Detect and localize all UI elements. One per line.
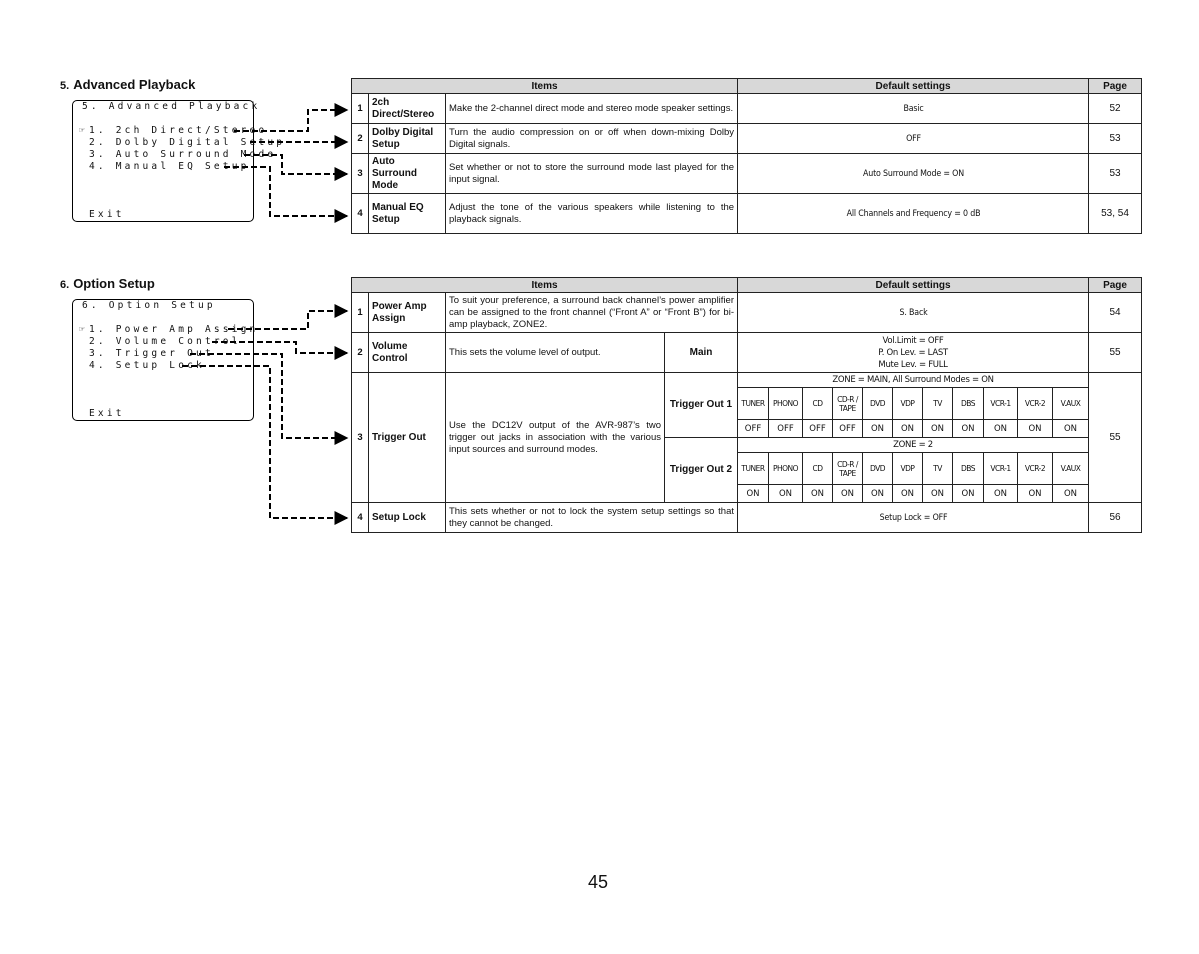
row-description: Use the DC12V output of the AVR-987’s two trigger out jacks in association with the various input sources and surround modes. — [446, 373, 665, 503]
header-items: Items — [352, 79, 738, 94]
trigger-value: ON — [863, 420, 893, 438]
trigger-value: OFF — [833, 420, 863, 438]
row-default: Setup Lock = OFF — [759, 503, 1068, 533]
row-default: All Channels and Frequency = 0 dB — [759, 194, 1068, 234]
trigger-value: ON — [984, 485, 1018, 503]
trigger-out-1-label: Trigger Out 1 — [665, 373, 738, 438]
trigger-value: ON — [893, 485, 923, 503]
source-label: TV — [923, 388, 953, 420]
trigger-2-heading: ZONE = 2 — [738, 438, 1089, 453]
source-label: CD-R / TAPE — [833, 388, 863, 420]
row-item: Setup Lock — [369, 503, 446, 533]
row-number: 3 — [352, 154, 369, 194]
row-page: 55 — [1089, 373, 1142, 503]
row-description: Adjust the tone of the various speakers while listening to the playback signals. — [446, 194, 738, 234]
row-description: This sets the volume level of output. — [446, 333, 665, 373]
row-sub-item: Main — [665, 333, 738, 373]
row-number: 4 — [352, 503, 369, 533]
row-number: 4 — [352, 194, 369, 234]
row-item: Dolby Digital Setup — [369, 124, 446, 154]
row-description: To suit your preference, a surround back channel’s power amplifier can be assigned to the front channel (“Front A” or “Front B”) for bi-amp playback, ZONE2. — [446, 293, 738, 333]
trigger-value: OFF — [769, 420, 803, 438]
osd-menu-item[interactable]: 4. Setup Lock — [89, 360, 205, 371]
header-page: Page — [1089, 79, 1142, 94]
row-default: OFF — [759, 124, 1068, 154]
osd-menu-item[interactable]: 2. Volume Control — [89, 336, 241, 347]
row-default: Basic — [759, 94, 1068, 124]
trigger-value: ON — [738, 485, 769, 503]
row-item: 2ch Direct/Stereo — [369, 94, 446, 124]
row-number: 3 — [352, 373, 369, 503]
default-line: Vol.Limit = OFF — [882, 335, 944, 346]
section-title-text: Option Setup — [73, 276, 155, 291]
header-default-settings: Default settings — [738, 278, 1089, 293]
row-description: Set whether or not to store the surround mode last played for the input signal. — [446, 154, 738, 194]
section-number: 6. — [60, 279, 70, 291]
source-label: DBS — [953, 388, 984, 420]
source-label: TUNER — [738, 388, 769, 420]
arrow-connector — [228, 311, 347, 329]
row-page: 56 — [1089, 503, 1142, 533]
row-item: Auto Surround Mode — [369, 154, 446, 194]
trigger-value: ON — [1018, 485, 1053, 503]
row-default: Auto Surround Mode = ON — [759, 154, 1068, 194]
osd-exit[interactable]: Exit — [89, 408, 125, 419]
osd-cursor-icon: ☞ — [79, 324, 85, 335]
row-number: 2 — [352, 124, 369, 154]
row-default: S. Back — [759, 293, 1068, 333]
source-label: DVD — [863, 388, 893, 420]
source-label: VCR-2 — [1018, 388, 1053, 420]
section-number: 5. — [60, 80, 70, 92]
trigger-value: ON — [863, 485, 893, 503]
trigger-value: ON — [893, 420, 923, 438]
row-page: 54 — [1089, 293, 1142, 333]
row-item: Trigger Out — [369, 373, 446, 503]
section-title-text: Advanced Playback — [73, 77, 196, 92]
default-line: P. On Lev. = LAST — [878, 347, 948, 358]
source-label: PHONO — [769, 388, 803, 420]
trigger-value: OFF — [803, 420, 833, 438]
source-label: TV — [923, 453, 953, 485]
osd-menu-item[interactable]: 1. 2ch Direct/Stereo — [89, 125, 268, 136]
source-label: CD — [803, 388, 833, 420]
row-page: 53 — [1089, 124, 1142, 154]
row-number: 1 — [352, 94, 369, 124]
row-description: Make the 2-channel direct mode and stereo mode speaker settings. — [446, 94, 738, 124]
source-label: PHONO — [769, 453, 803, 485]
osd-menu-item[interactable]: 3. Trigger Out — [89, 348, 214, 359]
trigger-value: ON — [984, 420, 1018, 438]
header-items: Items — [352, 278, 738, 293]
trigger-value: ON — [953, 485, 984, 503]
header-page: Page — [1089, 278, 1142, 293]
source-label: TUNER — [738, 453, 769, 485]
trigger-1-heading: ZONE = MAIN, All Surround Modes = ON — [738, 373, 1089, 388]
header-default-settings: Default settings — [738, 79, 1089, 94]
trigger-value: OFF — [738, 420, 769, 438]
osd-cursor-icon: ☞ — [79, 125, 85, 136]
row-number: 1 — [352, 293, 369, 333]
trigger-value: ON — [833, 485, 863, 503]
row-page: 53, 54 — [1089, 194, 1142, 234]
source-label: V.AUX — [1053, 453, 1089, 485]
source-label: CD-R / TAPE — [833, 453, 863, 485]
row-description: Turn the audio compression on or off when down-mixing Dolby Digital signals. — [446, 124, 738, 154]
source-label: V.AUX — [1053, 388, 1089, 420]
source-label: DVD — [863, 453, 893, 485]
source-label: DBS — [953, 453, 984, 485]
arrow-connector — [244, 155, 347, 174]
source-label: VDP — [893, 388, 923, 420]
row-page: 53 — [1089, 154, 1142, 194]
row-description: This sets whether or not to lock the system setup settings so that they cannot be changed. — [446, 503, 738, 533]
trigger-value: ON — [1053, 485, 1089, 503]
source-label: VDP — [893, 453, 923, 485]
osd-menu-item[interactable]: 2. Dolby Digital Setup — [89, 137, 286, 148]
osd-exit[interactable]: Exit — [89, 209, 125, 220]
osd-title: 6. Option Setup — [82, 300, 216, 311]
row-item: Volume Control — [369, 333, 446, 373]
row-item: Manual EQ Setup — [369, 194, 446, 234]
row-page: 52 — [1089, 94, 1142, 124]
row-item: Power Amp Assign — [369, 293, 446, 333]
arrow-connector — [212, 342, 347, 353]
row-page: 55 — [1089, 333, 1142, 373]
trigger-value: ON — [923, 485, 953, 503]
row-number: 2 — [352, 333, 369, 373]
arrow-connector — [182, 366, 347, 518]
source-label: VCR-1 — [984, 453, 1018, 485]
page-number: 45 — [588, 872, 609, 892]
trigger-out-2-label: Trigger Out 2 — [665, 438, 738, 503]
trigger-value: ON — [1018, 420, 1053, 438]
trigger-value: ON — [953, 420, 984, 438]
osd-title: 5. Advanced Playback — [82, 101, 261, 112]
osd-menu-item[interactable]: 1. Power Amp Assign — [89, 324, 259, 335]
osd-menu-item[interactable]: 3. Auto Surround Mode — [89, 149, 277, 160]
trigger-value: ON — [769, 485, 803, 503]
trigger-value: ON — [1053, 420, 1089, 438]
source-label: VCR-2 — [1018, 453, 1053, 485]
source-label: CD — [803, 453, 833, 485]
default-line: Mute Lev. = FULL — [878, 359, 948, 370]
trigger-value: ON — [923, 420, 953, 438]
trigger-value: ON — [803, 485, 833, 503]
source-label: VCR-1 — [984, 388, 1018, 420]
osd-menu-item[interactable]: 4. Manual EQ Setup — [89, 161, 250, 172]
arrow-connector — [234, 110, 347, 131]
